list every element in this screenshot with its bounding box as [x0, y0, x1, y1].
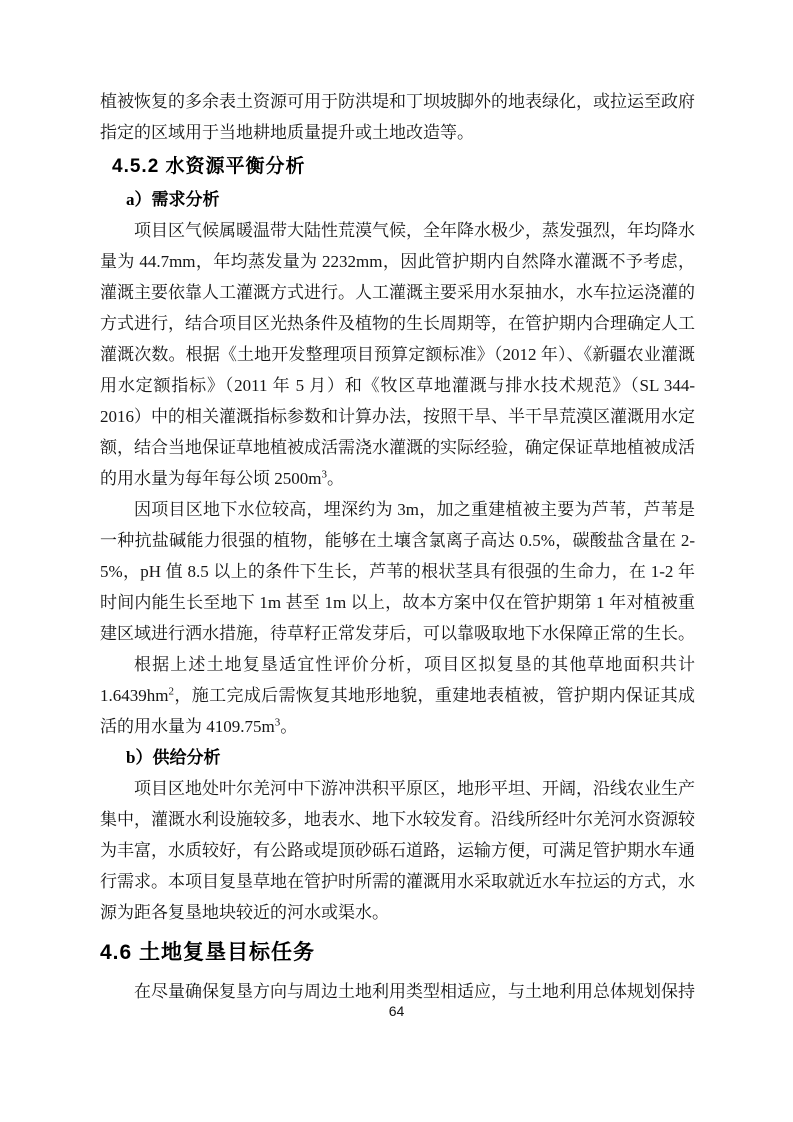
- paragraph-text: 根据上述土地复垦适宜性评价分析，项目区拟复垦的其他草地面积共计 1.6439hm: [100, 655, 695, 705]
- paragraph-demand-1: [100, 215, 695, 494]
- superscript-squared: 2: [168, 685, 174, 698]
- paragraph-text: 项目区气候属暖温带大陆性荒漠气候，全年降水极少，蒸发强烈，年均降水量为 44.7mm，年均蒸发量为 2232mm，因此管护期内自然降水灌溉不予考虑，灌溉主要依靠人工灌溉方式进行。人工灌溉主要采用水泵抽水，水车拉运浇灌的方式进行，结合项目区光热条件及植物的生长周期等，在管护期内合理确定人工灌溉次数。根据《土地开发整理项目预算定额标准》（2012 年）、《新疆农业灌溉用水定额指标》（2011 年 5 月）和《牧区草地灌溉与排水技术规范》（SL 344-2016）中的相关灌溉指标参数和计算办法，按照干旱、半干旱荒漠区灌溉用水定额，结合当地保证草地植被成活需浇水灌溉的实际经验，确定保证草地植被成活的用水量为每年每公顷 2500m: [100, 221, 695, 488]
- section-heading-4-6: 4.6 土地复垦目标任务: [100, 941, 316, 964]
- section-heading-4-5-2: 4.5.2 水资源平衡分析: [112, 156, 306, 177]
- paragraph-4-6-1: 在尽量确保复垦方向与周边土地利用类型相适应，与土地利用总体规划保持: [134, 982, 695, 1001]
- subheading-demand-analysis: a）需求分析: [126, 190, 220, 209]
- paragraph-demand-3: [100, 649, 695, 742]
- superscript-cubed: 3: [274, 716, 281, 729]
- paragraph-text: ，施工完成后需恢复其地形地貌，重建地表植被，管护期内保证其成活的用水量为 4109.75m: [100, 686, 695, 736]
- paragraph-continuation: 植被恢复的多余表土资源可用于防洪堤和丁坝坡脚外的地表绿化，或拉运至政府指定的区域用于当地耕地质量提升或土地改造等。: [100, 92, 695, 142]
- subheading-supply-analysis: b）供给分析: [126, 748, 221, 767]
- page-number: 64: [388, 1003, 405, 1019]
- paragraph-text: 。: [326, 469, 344, 488]
- paragraph-text: 。: [280, 717, 298, 736]
- paragraph-supply-1: 项目区地处叶尔羌河中下游冲洪积平原区，地形平坦、开阔，沿线农业生产集中，灌溉水利设施较多，地表水、地下水较发育。沿线所经叶尔羌河水资源较为丰富，水质较好，有公路或堤顶砂砾石道路，运输方便，可满足管护期水车通行需求。本项目复垦草地在管护时所需的灌溉用水采取就近水车拉运的方式，水源为距各复垦地块较近的河水或渠水。: [100, 779, 695, 922]
- superscript-cubed: 3: [321, 468, 327, 481]
- paragraph-demand-2: 因项目区地下水位较高，埋深约为 3m，加之重建植被主要为芦苇，芦苇是一种抗盐碱能力很强的植物，能够在土壤含氯离子高达 0.5%，碳酸盐含量在 2-5%，pH 值 8.5 以上的条件下生长，芦苇的根状茎具有很强的生命力，在 1-2 年时间内能生长至地下 1m 甚至 1m 以上，故本方案中仅在管护期第 1 年对植被重建区域进行洒水措施，待草籽正常发芽后，可以靠吸取地下水保障正常的生长。: [100, 500, 695, 643]
